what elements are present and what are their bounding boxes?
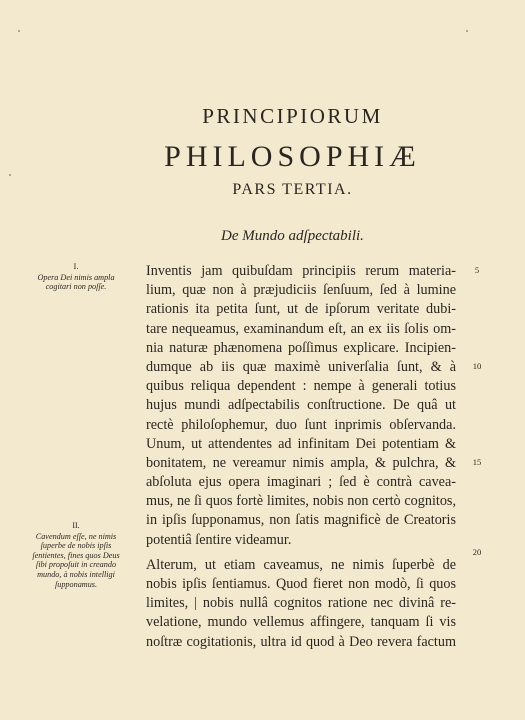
- text-line: Unum, ut attendentes ad infinitam Dei potentiam &: [146, 435, 456, 452]
- margin-note-number: II.: [72, 521, 80, 530]
- text-line: mus, ne ſi quos fortè limites, nobis non certò cognitos,: [146, 493, 456, 510]
- line-number: 5: [474, 265, 480, 275]
- line-number: 15: [472, 457, 482, 467]
- paragraph-2: [146, 556, 456, 652]
- paragraph-1: [146, 262, 456, 550]
- text-line: noſtræ cogitationis, ultra id quod à Deo revera factum: [146, 633, 456, 650]
- ink-speck: [18, 30, 20, 32]
- text-line: tare nequeamus, examinandum eſt, an ex iis ſolis om-: [146, 320, 456, 337]
- text-line: rectè philoſophemur, duo ſunt inprimis obſervanda.: [146, 416, 456, 433]
- line-number: 20: [472, 547, 482, 557]
- text-line: nia naturæ phænomena poſſimus explicare. Incipien-: [146, 339, 456, 356]
- margin-note-2: [28, 521, 124, 589]
- text-line: velatione, mundo vellemus affingere, tanquam ſi vis: [146, 614, 456, 631]
- title-philosophiae: PHILOSOPHIÆ: [164, 140, 421, 173]
- text-line: limites, | nobis nullâ cognitos ratione nec divinâ re-: [146, 595, 456, 612]
- text-line: abſoluta ejus opera imaginari ; ſed è contrà cavea-: [146, 474, 456, 491]
- margin-note-text: Opera Dei nimis ampla cogitari non poſſe.: [37, 272, 115, 292]
- text-line: lium, quæ non à præjudiciis ſenſuum, ſed à lumine: [146, 282, 456, 299]
- ink-speck: [466, 30, 468, 32]
- text-line: in ipſis ſupponamus, non ſatis magnificè de Creatoris: [146, 512, 456, 529]
- ink-speck: [9, 174, 11, 176]
- text-line: potentiâ ſentire videamur.: [146, 531, 292, 548]
- title-pars-tertia: PARS TERTIA.: [232, 181, 353, 198]
- body-text: [146, 262, 456, 652]
- text-line: dumque ab iis quæ maximè univerſalia ſunt, & à: [146, 358, 456, 375]
- text-line: Alterum, ut etiam caveamus, ne nimis ſuperbè de: [146, 556, 456, 573]
- text-line: quibus reliqua dependent : nempe à generali totius: [146, 378, 456, 395]
- margin-note-number: I.: [73, 262, 79, 271]
- text-line: Inventis jam quibuſdam principiis rerum materia-: [146, 263, 456, 279]
- text-line: bonitatem, ne vereamur nimis ampla, & pulchra, &: [146, 454, 456, 471]
- title-principiorum: PRINCIPIORUM: [202, 104, 383, 128]
- section-subtitle: De Mundo adſpectabili.: [221, 228, 364, 244]
- text-line: rationis ita petita ſunt, ut de ipſorum veritate dubi-: [146, 301, 456, 318]
- margin-note-1: [28, 262, 124, 292]
- text-line: hujus mundi adſpectabilis conſtructione. De quâ ut: [146, 397, 456, 414]
- text-line: nobis ipſis ſentiamus. Quod fieret non modò, ſi quos: [146, 576, 456, 592]
- margin-note-text: Cavendum eſſe, ne nimis ſuperbe de nobis ipſis ſentientes, fines quos Deus ſibi propoſuit in creando mundo, à nobis intelligi ſupponamus.: [32, 531, 120, 589]
- line-number: 10: [472, 361, 482, 371]
